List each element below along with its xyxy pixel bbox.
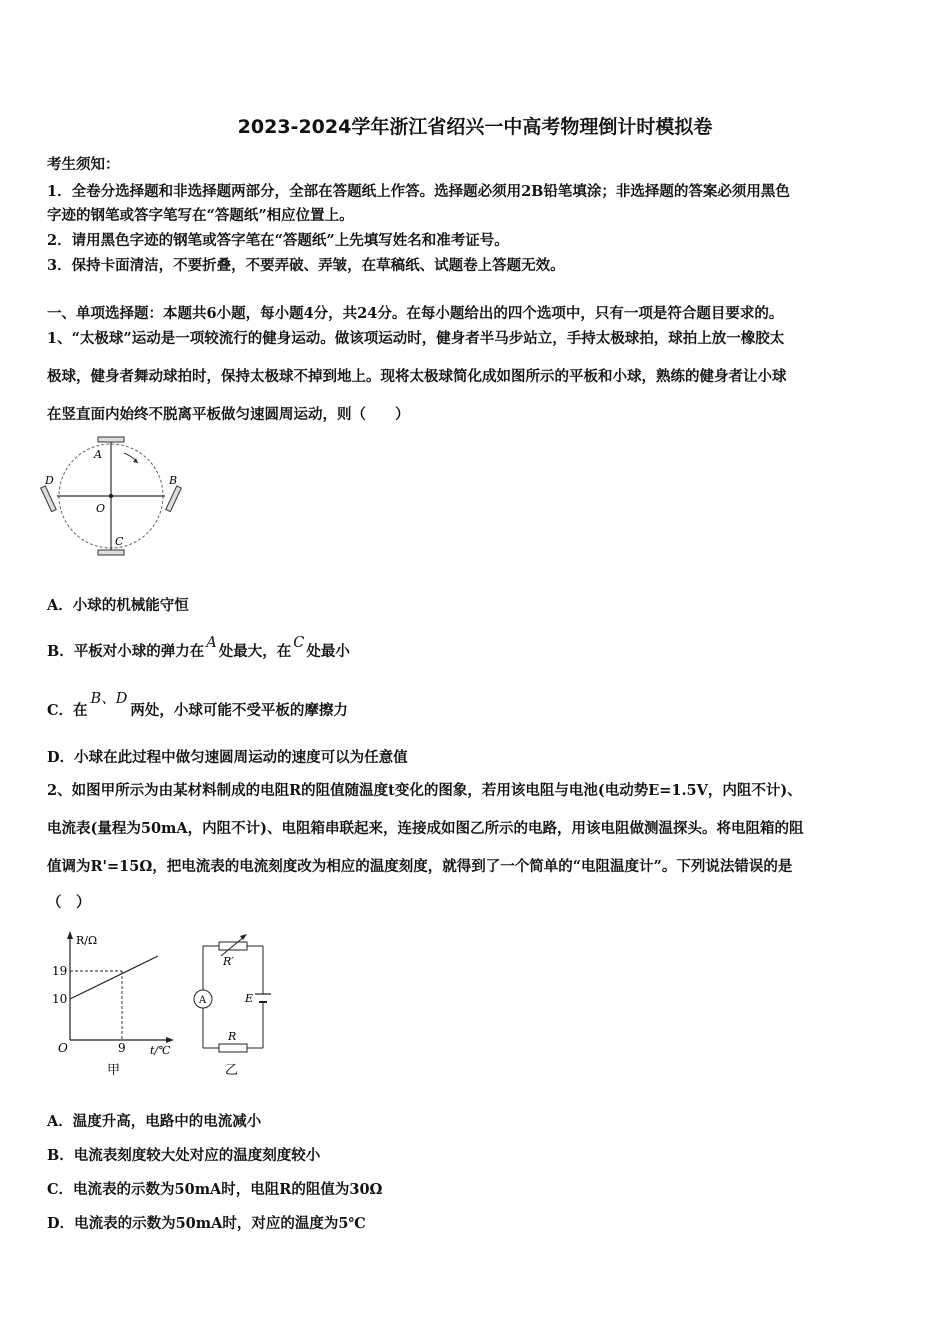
q1-option-b-pre: B．平板对小球的弹力在 <box>47 643 205 660</box>
q1-option-a: A．小球的机械能守恒 <box>47 597 189 614</box>
circuit-emf: E <box>245 992 254 1005</box>
q2-option-a: A．温度升高，电路中的电流减小 <box>47 1113 262 1130</box>
q1-option-b-mid: 处最大，在 <box>218 643 292 660</box>
circuit-caption: 乙 <box>225 1063 239 1078</box>
q2-line-1: 2、如图甲所示为由某材料制成的电阻R的阻值随温度t变化的图象，若用该电阻与电池(电动势E=1.5V，内阻不计)、 <box>47 782 802 799</box>
figure-label-a: A <box>94 448 102 461</box>
circuit-r-prime: R′ <box>223 955 234 968</box>
q1-option-c-post: 两处，小球可能不受平板的摩擦力 <box>130 702 348 719</box>
q1-option-d: D．小球在此过程中做匀速圆周运动的速度可以为任意值 <box>47 749 408 766</box>
q2-line-3: 值调为R'=15Ω，把电流表的电流刻度改为相应的温度刻度，就得到了一个简单的“电阻温度计”。下列说法错误的是 <box>47 858 793 875</box>
q2-option-d: D．电流表的示数为50mA时，对应的温度为5℃ <box>47 1215 366 1232</box>
notice-line-3: 2．请用黑色字迹的钢笔或答字笔在“答题纸”上先填写姓名和准考证号。 <box>47 232 509 249</box>
q1-option-b-post: 处最小 <box>306 643 350 660</box>
graph-ytick-10: 10 <box>52 992 68 1006</box>
notice-line-2: 字迹的钢笔或答字笔写在“答题纸”相应位置上。 <box>47 207 354 224</box>
q1-line-1: 1、“太极球”运动是一项较流行的健身运动。做该项运动时，健身者半马步站立，手持太极球拍，球拍上放一橡胶太 <box>47 330 785 347</box>
q1-option-b-sym2: C <box>293 635 305 651</box>
graph-ylabel: R/Ω <box>76 934 98 947</box>
q1-line-3: 在竖直面内始终不脱离平板做匀速圆周运动，则（ ） <box>47 406 410 423</box>
graph-xtick-9: 9 <box>118 1041 126 1055</box>
figure-label-c: C <box>115 535 124 548</box>
graph-xlabel: t/℃ <box>150 1044 171 1057</box>
q1-option-c <box>47 691 348 720</box>
q2-line-2: 电流表(量程为50mA，内阻不计)、电阻箱串联起来，连接成如图乙所示的电路，用该电阻做测温探头。将电阻箱的阻 <box>47 820 804 837</box>
section-heading: 一、单项选择题：本题共6小题，每小题4分，共24分。在每小题给出的四个选项中，只有一项是符合题目要求的。 <box>47 305 784 322</box>
page-title: 2023-2024学年浙江省绍兴一中高考物理倒计时模拟卷 <box>237 116 713 138</box>
circuit-ammeter: A <box>199 995 207 1006</box>
q1-option-b <box>47 635 350 661</box>
graph-origin: O <box>58 1041 68 1055</box>
q2-option-b: B．电流表刻度较大处对应的温度刻度较小 <box>47 1147 321 1164</box>
circuit-r: R <box>228 1030 237 1043</box>
q2-option-c: C．电流表的示数为50mA时，电阻R的阻值为30Ω <box>47 1181 383 1198</box>
figure-label-b: B <box>169 474 178 487</box>
figure-label-d: D <box>45 474 54 487</box>
q1-option-b-sym1: A <box>206 635 217 651</box>
notice-heading: 考生须知： <box>47 156 120 173</box>
graph-caption: 甲 <box>107 1063 121 1078</box>
graph-ytick-19: 19 <box>52 964 68 978</box>
q2-circuit <box>185 928 285 1080</box>
notice-line-4: 3．保持卡面清洁，不要折叠，不要弄破、弄皱，在草稿纸、试题卷上答题无效。 <box>47 257 565 274</box>
figure-label-o: O <box>96 502 106 515</box>
q1-figure <box>40 434 190 564</box>
q1-line-2: 极球，健身者舞动球拍时，保持太极球不掉到地上。现将太极球简化成如图所示的平板和小球，熟练的健身者让小球 <box>47 368 787 385</box>
q2-line-4: （ ） <box>47 894 91 911</box>
q1-option-c-pre: C．在 <box>47 702 88 719</box>
notice-line-1: 1．全卷分选择题和非选择题两部分，全部在答题纸上作答。选择题必须用2B铅笔填涂；非选择题的答案必须用黑色 <box>47 183 790 200</box>
q2-graph <box>40 928 190 1080</box>
q1-option-c-sym: B、D <box>90 691 128 707</box>
